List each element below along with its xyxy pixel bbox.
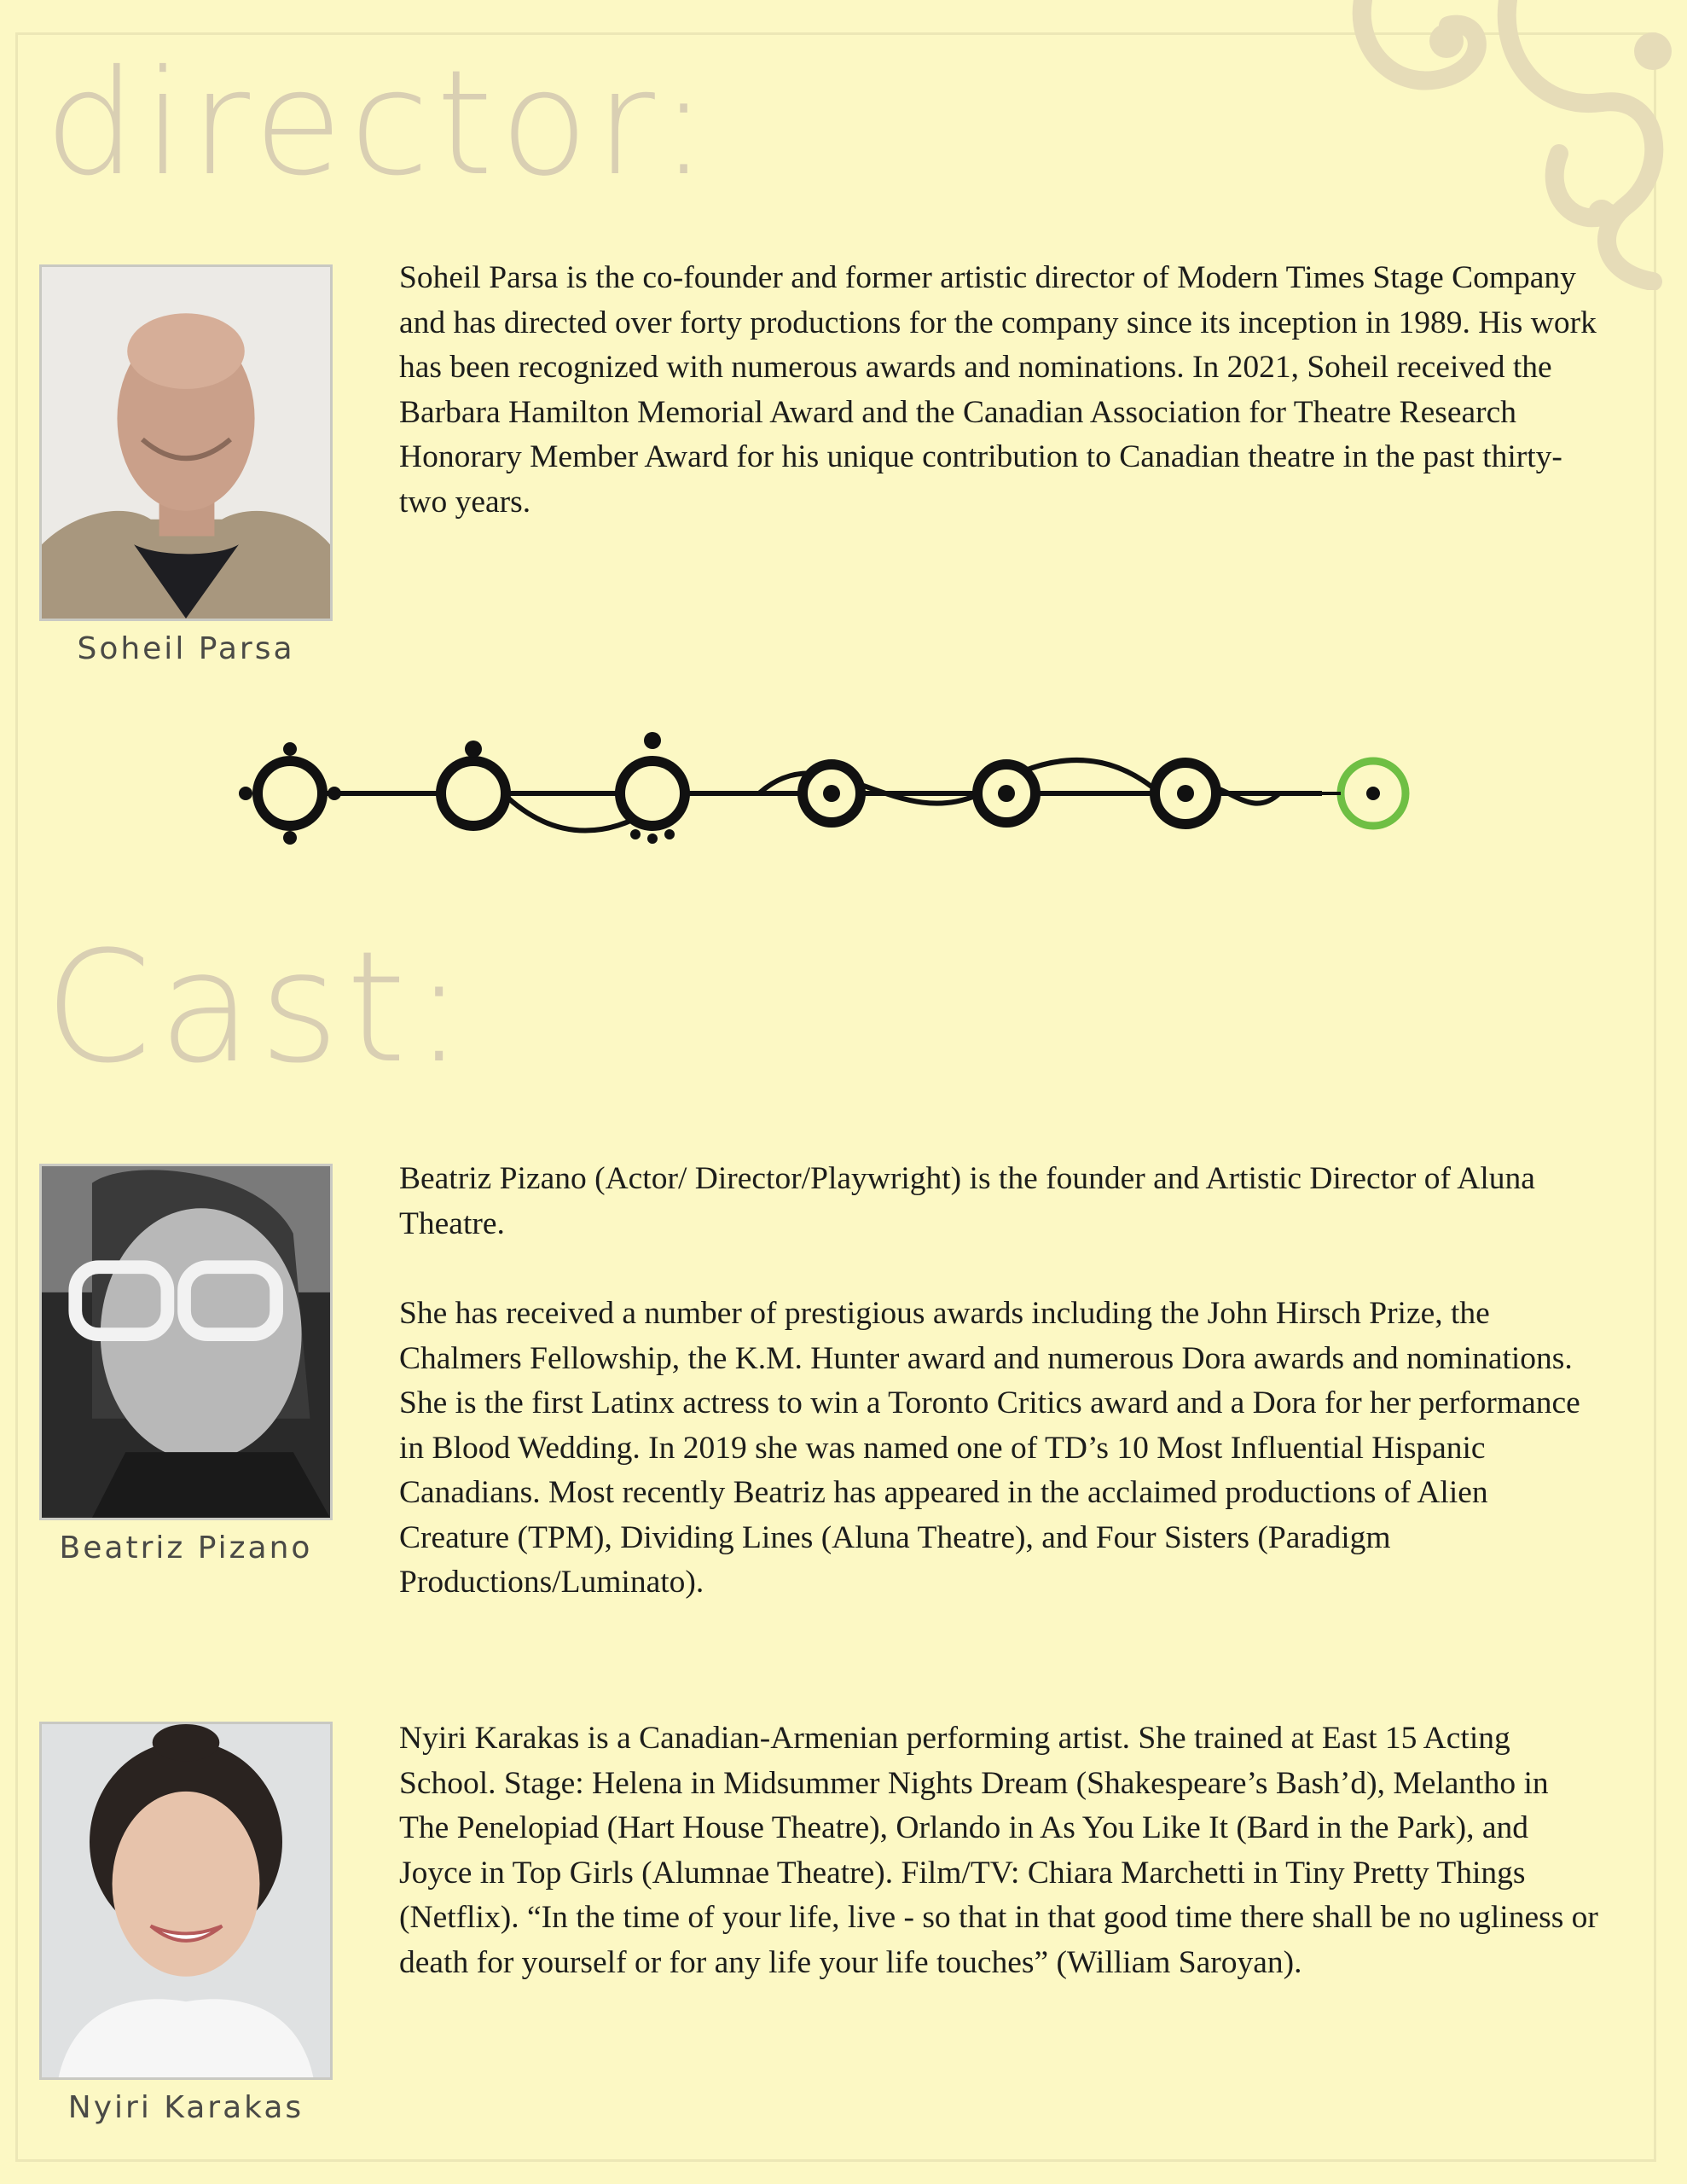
cast-photo-beatriz xyxy=(39,1164,333,1520)
director-photo xyxy=(39,264,333,621)
flourish-ornament-icon xyxy=(1346,0,1687,290)
cast-bio-beatriz-p1: Beatriz Pizano (Actor/ Director/Playwright) is the founder and Artistic Director of Aluna Theatre. xyxy=(399,1161,1535,1241)
director-name: Soheil Parsa xyxy=(77,631,295,666)
director-heading: director: xyxy=(44,39,716,208)
cast-heading: Cast: xyxy=(44,919,472,1097)
ornamental-divider-icon xyxy=(230,715,1424,860)
cast-bio-nyiri: Nyiri Karakas is a Canadian-Armenian performing artist. She trained at East 15 Acting School. Stage: Helena in Midsummer Nights Dream (Shakespeare’s Bash’d), Melantho in The Penelopiad (Hart House Theatre), Orlando in As You Like It (Bard in the Park), and Joyce in Top Girls (Alumnae Theatre). Film/TV: Chiara Marchetti in Tiny Pretty Things (Netflix). “In the time of your life, live - so that in that good time there shall be no ugliness or death for yourself or for any life your life touches” (William Saroyan). xyxy=(399,1721,1598,1980)
director-bio: Soheil Parsa is the co-founder and former artistic director of Modern Times Stage Company and has directed over forty productions for the company since its inception in 1989. His work has been recognized with numerous awards and nominations. In 2021, Soheil received the Barbara Hamilton Memorial Award and the Canadian Association for Theatre Research Honorary Member Award for his unique contribution to Canadian theatre in the past thirty-two years. xyxy=(399,260,1597,520)
cast-photo-nyiri xyxy=(39,1722,333,2080)
cast-name-beatriz: Beatriz Pizano xyxy=(59,1531,313,1565)
cast-bio-beatriz-p2: She has received a number of prestigious awards including the John Hirsch Prize, the Chalmers Fellowship, the K.M. Hunter award and numerous Dora awards and nominations. She is the first Latinx actress to win a Toronto Critics award and a Dora for her performance in Blood Wedding. In 2019 she was named one of TD’s 10 Most Influential Hispanic Canadians. Most recently Beatriz has appeared in the acclaimed productions of Alien Creature (TPM), Dividing Lines (Aluna Theatre), and Four Sisters (Paradigm Productions/Luminato). xyxy=(399,1296,1580,1600)
cast-name-nyiri: Nyiri Karakas xyxy=(67,2090,304,2125)
